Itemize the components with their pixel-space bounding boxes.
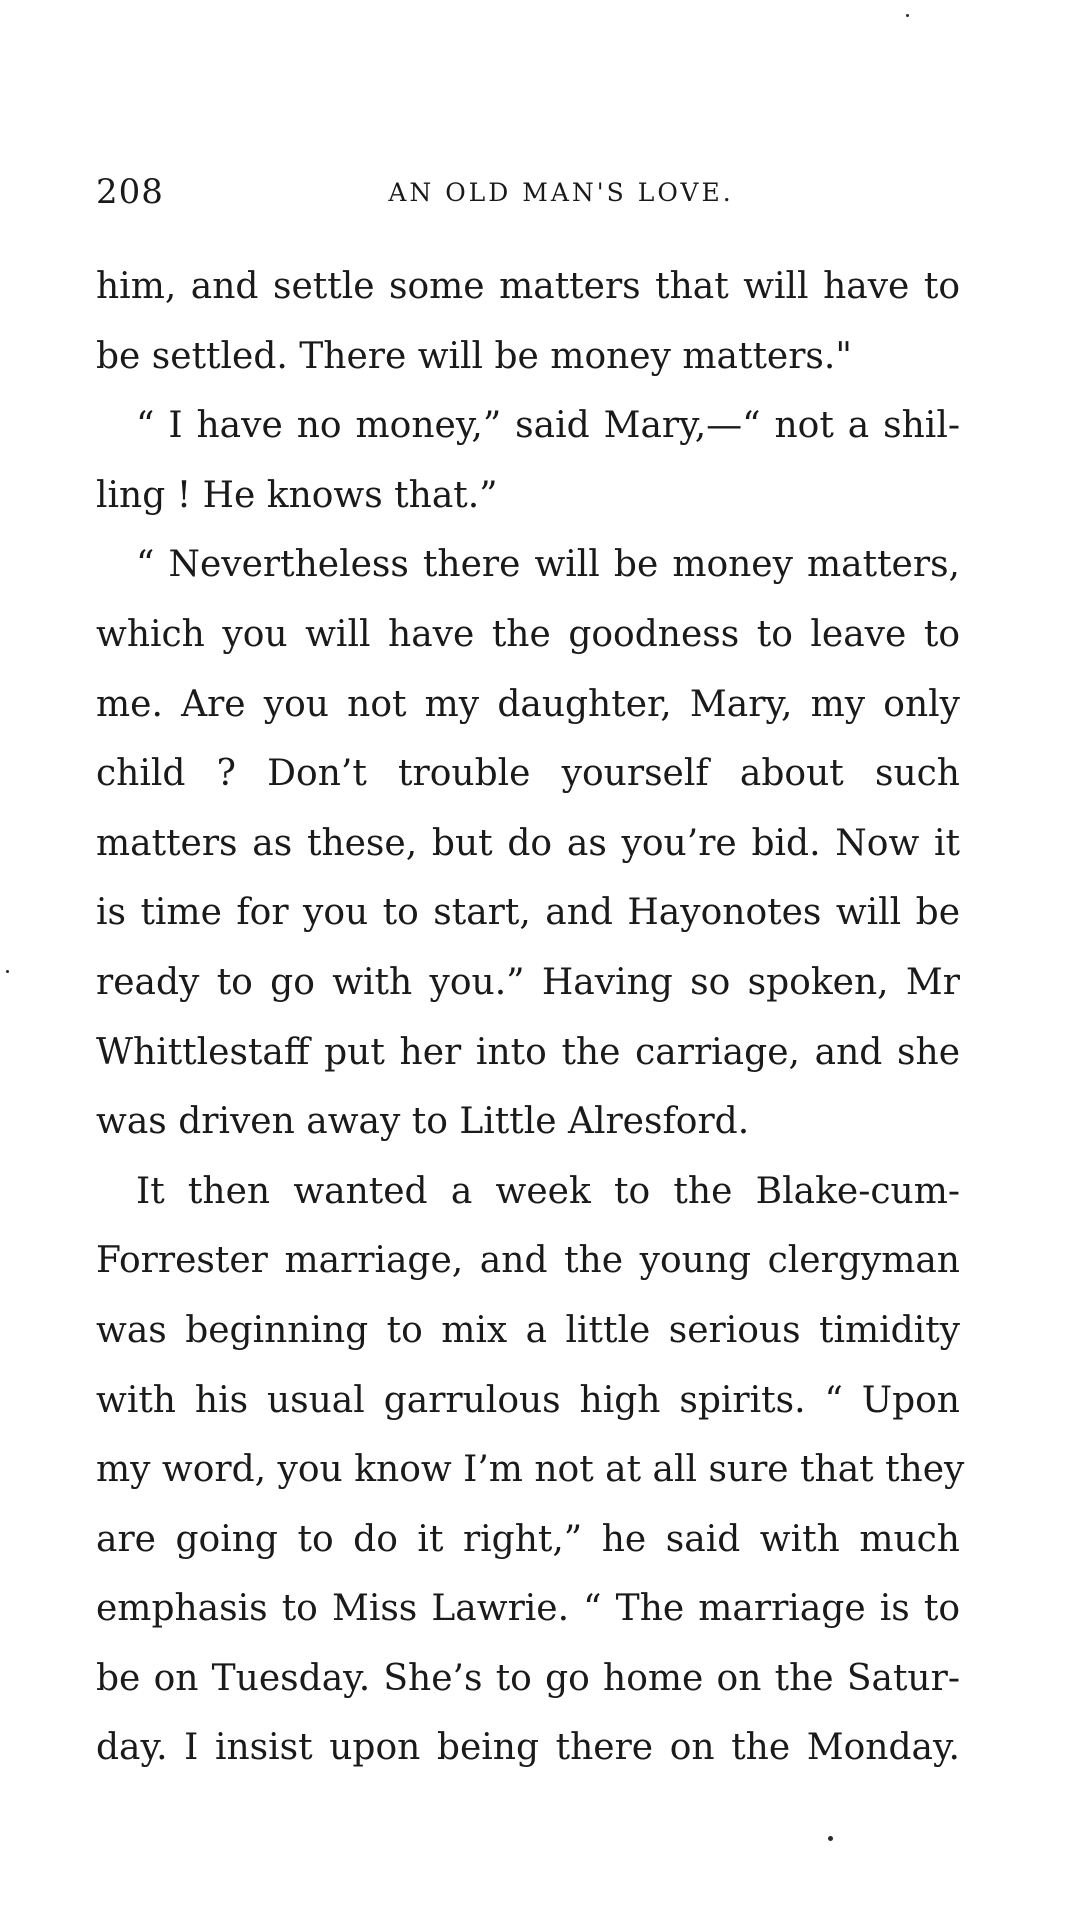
text-line: child ? Don’t trouble yourself about such	[96, 753, 960, 795]
text-line: with his usual garrulous high spirits. “ Upon	[96, 1379, 960, 1421]
text-line: which you will have the goodness to leave to	[96, 613, 960, 655]
text-line: day. I insist upon being there on the Monday.	[96, 1727, 960, 1769]
page-number: 208	[96, 172, 164, 212]
text-line: be settled. There will be money matters."	[96, 335, 852, 377]
text-line: Whittlestaff put her into the carriage, and she	[96, 1031, 960, 1073]
text-line: Forrester marriage, and the young clergyman	[96, 1240, 960, 1282]
text-line: “ I have no money,” said Mary,—“ not a shil-	[136, 405, 960, 447]
text-line: is time for you to start, and Hayonotes will be	[96, 892, 960, 934]
text-line: him, and settle some matters that will have to	[96, 266, 960, 307]
text-line: ready to go with you.” Having so spoken, Mr	[96, 961, 960, 1003]
text-line: was beginning to mix a little serious timidity	[96, 1309, 960, 1351]
page-header	[96, 172, 956, 216]
text-line: matters as these, but do as you’re bid. Now it	[96, 822, 960, 864]
text-line: ling ! He knows that.”	[96, 474, 498, 516]
text-line: emphasis to Miss Lawrie. “ The marriage is to	[96, 1588, 960, 1630]
page-speck	[6, 970, 9, 973]
page-speck	[828, 1836, 833, 1841]
text-line: me. Are you not my daughter, Mary, my only	[96, 683, 960, 725]
text-line: my word, you know I’m not at all sure that they	[96, 1449, 965, 1491]
text-line: be on Tuesday. She’s to go home on the Satur-	[96, 1657, 960, 1699]
text-line: It then wanted a week to the Blake-cum-	[136, 1170, 960, 1212]
running-title: AN OLD MAN'S LOVE.	[388, 178, 734, 207]
text-line: was driven away to Little Alresford.	[96, 1101, 750, 1143]
text-line: “ Nevertheless there will be money matters,	[136, 544, 960, 586]
text-line: are going to do it right,” he said with much	[96, 1518, 960, 1560]
page-speck	[906, 14, 909, 17]
body-text	[96, 252, 965, 1783]
